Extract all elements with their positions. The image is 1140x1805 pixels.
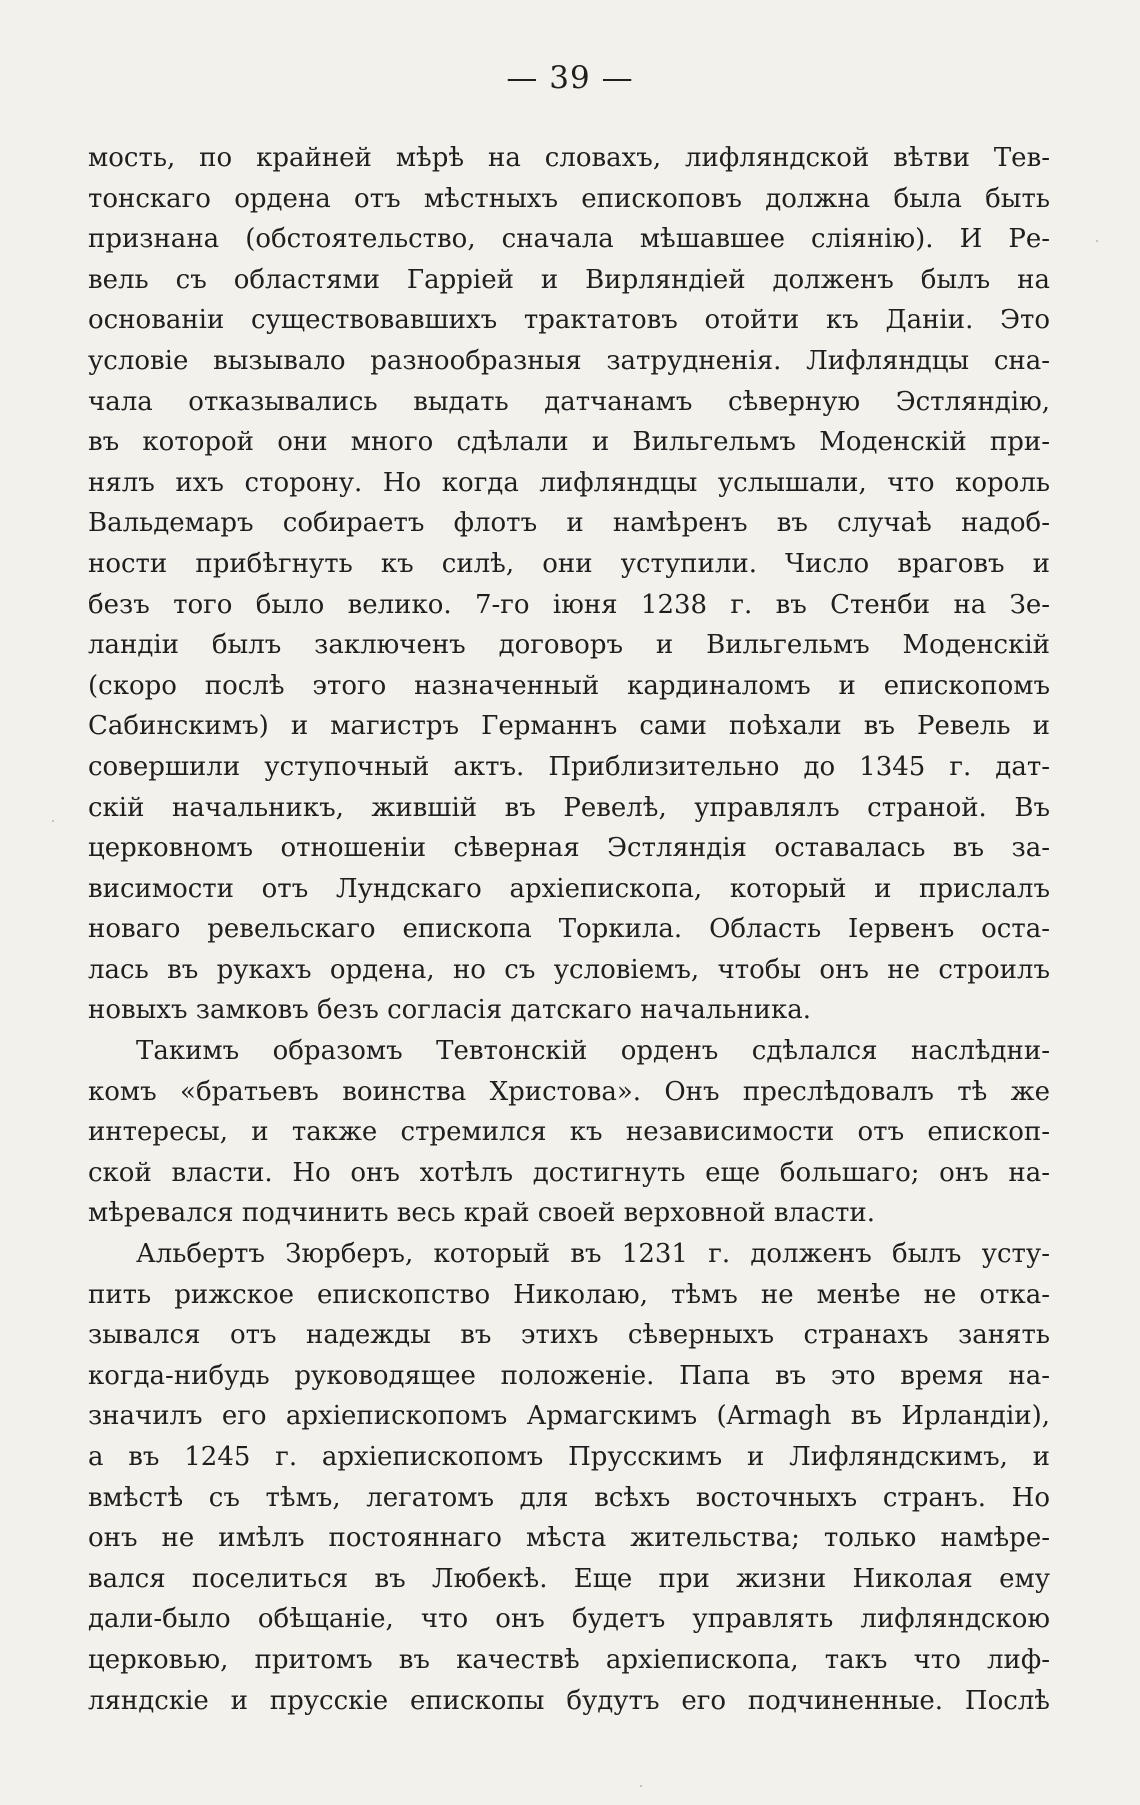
- text-line: новыхъ замковъ безъ согласія датскаго начальника.: [88, 995, 812, 1026]
- text-line: Сабинскимъ) и магистръ Германнъ сами поѣхали въ Ревель и: [88, 711, 1050, 742]
- text-line: церковью, притомъ въ качествѣ архіепископа, такъ что лиф-: [88, 1644, 1050, 1675]
- text-line: вался поселиться въ Любекѣ. Еще при жизни Николая ему: [88, 1563, 1050, 1594]
- text-line: ской власти. Но онъ хотѣлъ достигнуть еще большаго; онъ на-: [88, 1157, 1050, 1188]
- text-line: нялъ ихъ сторону. Но когда лифляндцы услышали, что король: [88, 467, 1050, 498]
- text-line: новаго ревельскаго епископа Торкила. Область Іервенъ оста-: [88, 914, 1050, 945]
- text-line: ландіи былъ заключенъ договоръ и Вильгельмъ Моденскій: [88, 630, 1050, 661]
- text-line: мѣревался подчинить весь край своей верховной власти.: [88, 1198, 876, 1229]
- text-line: дали-было обѣщаніе, что онъ будетъ управлять лифляндскою: [88, 1604, 1050, 1635]
- text-line: ности прибѣгнуть къ силѣ, они уступили. Число враговъ и: [88, 548, 1050, 579]
- text-line: значилъ его архіепископомъ Армагскимъ (Armagh въ Ирландіи),: [88, 1401, 1050, 1432]
- text-line: Такимъ образомъ Тевтонскій орденъ сдѣлался наслѣдни-: [136, 1036, 1050, 1067]
- text-line: а въ 1245 г. архіепископомъ Прусскимъ и Лифляндскимъ, и: [88, 1442, 1050, 1472]
- page-number: — 39 —: [506, 60, 634, 96]
- text-line: чала отказывались выдать датчанамъ сѣверную Эстляндію,: [88, 386, 1050, 417]
- text-line: (скоро послѣ этого назначенный кардиналомъ и епископомъ: [88, 670, 1050, 701]
- text-line: зывался отъ надежды въ этихъ сѣверныхъ странахъ занять: [88, 1320, 1050, 1351]
- text-line: безъ того было велико. 7-го іюня 1238 г. въ Стенби на Зе-: [88, 589, 1050, 620]
- text-line: церковномъ отношеніи сѣверная Эстляндія оставалась въ за-: [88, 833, 1050, 864]
- text-line: совершили уступочный актъ. Приблизительно до 1345 г. дат-: [88, 751, 1050, 782]
- text-line: Вальдемаръ собираетъ флотъ и намѣренъ въ случаѣ надоб-: [88, 508, 1050, 539]
- text-line: тонскаго ордена отъ мѣстныхъ епископовъ должна была быть: [88, 183, 1050, 214]
- text-line: висимости отъ Лундскаго архіепископа, который и прислалъ: [88, 873, 1050, 904]
- text-line: пить рижское епископство Николаю, тѣмъ не менѣе не отка-: [88, 1279, 1050, 1310]
- text-line: условіе вызывало разнообразныя затрудненія. Лифляндцы сна-: [88, 345, 1050, 376]
- paper-speck: [640, 1785, 642, 1787]
- text-line: признана (обстоятельство, сначала мѣшавшее слiянiю). И Ре-: [88, 224, 1050, 255]
- paper-speck: [52, 820, 54, 822]
- text-line: ляндскіе и прусскіе епископы будутъ его подчиненные. Послѣ: [88, 1685, 1050, 1716]
- text-line: когда-нибудь руководящее положеніе. Папа въ это время на-: [88, 1360, 1050, 1391]
- text-line: основанiи существовавшихъ трактатовъ отойти къ Даніи. Это: [88, 305, 1050, 336]
- paper-speck: [1096, 240, 1098, 242]
- text-line: Альбертъ Зюрберъ, который въ 1231 г. долженъ былъ усту-: [136, 1239, 1050, 1270]
- text-line: вель съ областями Гарріей и Вирляндіей долженъ былъ на: [88, 264, 1050, 295]
- text-line: онъ не имѣлъ постояннаго мѣста жительства; только намѣре-: [88, 1523, 1050, 1554]
- text-line: комъ «братьевъ воинства Христова». Онъ преслѣдовалъ тѣ же: [88, 1076, 1050, 1107]
- text-line: скій начальникъ, жившій въ Ревелѣ, управлялъ страной. Въ: [88, 792, 1050, 823]
- body-text: [88, 138, 1050, 1721]
- text-line: лась въ рукахъ ордена, но съ условіемъ, чтобы онъ не строилъ: [88, 954, 1050, 985]
- text-line: мость, по крайней мѣрѣ на словахъ, лифляндской вѣтви Тев-: [88, 143, 1050, 173]
- text-line: вмѣстѣ съ тѣмъ, легатомъ для всѣхъ восточныхъ странъ. Но: [88, 1482, 1050, 1513]
- text-line: интересы, и также стремился къ независимости отъ епископ-: [88, 1117, 1050, 1148]
- text-line: въ которой они много сдѣлали и Вильгельмъ Моденскій при-: [88, 427, 1050, 458]
